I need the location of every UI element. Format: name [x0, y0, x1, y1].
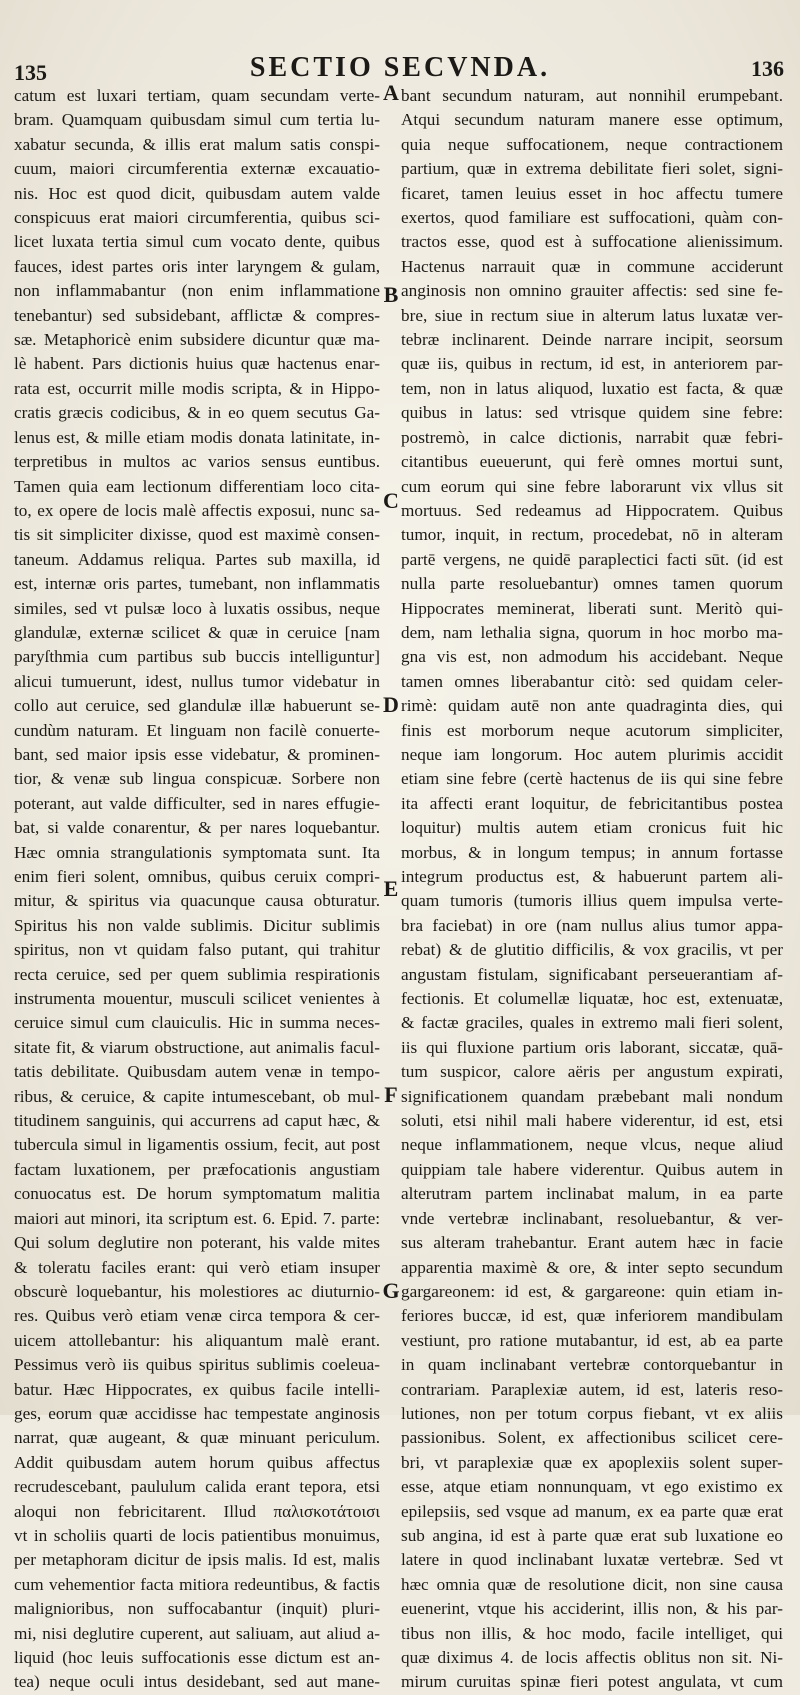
- text-line: ita affecti erant loquitur, de febricitantibus postea: [401, 793, 783, 813]
- text-line: postremò, in calce dictionis, narrabit quæ febri-: [401, 427, 783, 447]
- section-marker: F: [384, 1082, 398, 1107]
- text-line: iis qui fluxione partium oris laborant, siccatæ, quā-: [401, 1037, 783, 1057]
- running-title: SECTIO SECVNDA.: [249, 52, 551, 83]
- text-line: sæ. Metaphoricè enim subsidere dicuntur quæ ma-: [14, 330, 380, 350]
- text-line: bram. Quamquam quibusdam simul cum tertia lu-: [14, 110, 380, 130]
- text-line: quæ diximus 4. de locis affectis oblitus non sit. Ni-: [401, 1648, 783, 1667]
- left-column: [14, 84, 380, 1692]
- text-line: dem, nam lethalia signa, quorum in hoc morbo ma-: [401, 622, 783, 642]
- text-line: quibus in latus: sed vtrisque quidem sine febre:: [401, 403, 783, 423]
- text-line: collo aut ceruice, sed glandulæ illæ habuerunt se-: [14, 696, 380, 716]
- text-line: euenerint, vtque his acciderint, illis non, & his par-: [401, 1599, 783, 1619]
- text-line: sub angina, id est à parte quæ erat sub luxatione eo: [401, 1525, 783, 1545]
- text-line: tumor, inquit, in rectum, procedebat, nō in alteram: [401, 525, 783, 545]
- text-line: tebræ inclinarent. Deinde narrare incipit, seorsum: [401, 330, 783, 350]
- text-line: bre, siue in rectum siue in alterum latus luxatæ ver-: [401, 305, 783, 325]
- text-line: tubercula simul in ligamentis ossium, fecit, aut post: [14, 1135, 380, 1155]
- text-line: poterant, aut valde difficulter, sed in nares effugie-: [14, 793, 380, 813]
- text-line: to, ex opere de locis malè affectis exposui, nunc sa-: [14, 500, 380, 520]
- text-line: lenus est, & mille etiam modis donata latinitate, in-: [14, 427, 380, 447]
- text-line: Pessimus verò iis quibus spiritus sublimis coeleua-: [14, 1355, 380, 1375]
- text-line: neque iam longorum. Hoc autem plurimis accidit: [401, 744, 783, 764]
- text-line: cratis græcis codicibus, & in eo quem secutus Ga-: [14, 403, 380, 423]
- text-line: rebat) & de glutitio difficilis, & vox gracilis, vt per: [401, 940, 783, 960]
- text-line: licet luxata tertia simul cum vocato dente, quibus: [14, 232, 380, 252]
- text-line: bri, vt paraplexiæ quæ ex apoplexiis solent super-: [401, 1452, 783, 1472]
- text-line: partē vergens, ne quidē paraplectici facti sūt. (id est: [401, 549, 783, 569]
- text-line: maiori aut minori, ita scriptum est. 6. Epid. 7. parte:: [14, 1208, 380, 1228]
- text-line: cundùm naturam. Et linguam non facilè conuerte-: [14, 720, 380, 740]
- text-line: gna vis est, non admodum his accidebant. Neque: [401, 647, 783, 667]
- text-line: paryſthmia cum partibus sub buccis intelliguntur]: [14, 647, 380, 667]
- text-line: alicui tumuerunt, idest, nullus tumor videbatur in: [14, 671, 380, 691]
- text-line: quæ iis, quibus in rectum, id est, in anteriorem par-: [401, 354, 783, 374]
- text-line: morbus, & in longum tempus; in annum fortasse: [401, 842, 783, 862]
- text-line: bant secundum naturam, aut nonnihil erumpebant.: [401, 86, 783, 105]
- text-line: apparentia maximè & ore, & inter septo secundum: [401, 1257, 783, 1277]
- text-line: Spiritus his non valde sublimis. Dicitur sublimis: [14, 915, 380, 935]
- text-line: integrum productus est, & habuerunt partem ali-: [401, 867, 783, 886]
- text-line: Hæc omnia strangulationis symptomata sunt. Ita: [14, 842, 380, 862]
- section-marker: G: [382, 1278, 400, 1303]
- section-marker: D: [383, 692, 399, 717]
- text-line: gargareonem: id est, & gargareone: quin etiam in-: [401, 1281, 783, 1301]
- text-line: xabatur secunda, & illis erat malum satis conspi-: [14, 134, 380, 154]
- text-line: latere in quod inclinabant luxatæ vertebræ. Sed vt: [401, 1550, 783, 1570]
- text-line: tenebantur) sed subsidebant, afflictæ & compres-: [14, 305, 380, 325]
- text-line: Atqui secundum naturam manere esse optimum,: [401, 110, 783, 130]
- text-line: ficaret, tamen leuius esset in hoc affectu tumere: [401, 183, 783, 203]
- text-line: vestiunt, pro ratione mutabantur, id est, ab ea parte: [401, 1330, 783, 1350]
- text-line: cuum, maiori circumferentia externæ excauatio-: [14, 159, 380, 179]
- text-line: glandulæ, externæ scilicet & quæ in ceruice [nam: [14, 622, 380, 642]
- text-line: terpretibus in multos ac varios sensus euntibus.: [14, 452, 380, 472]
- text-line: fectionis. Et columellæ liquatæ, hoc est, extenuatæ,: [401, 989, 783, 1009]
- text-line: sus alteram trahebantur. Erant autem hæc in facie: [401, 1233, 783, 1253]
- text-line: similes, sed vt pulsæ loco à luxatis ossibus, neque: [14, 598, 380, 618]
- text-line: liquid (hoc leuis suffocationis esse dictum est an-: [14, 1648, 380, 1667]
- section-marker: E: [383, 876, 399, 901]
- text-line: mi, nisi deglutire cuperent, aut saliuam, aut aliud a-: [14, 1623, 380, 1643]
- text-line: finis est morborum neque acutorum simpliciter,: [401, 720, 783, 740]
- page-header: [0, 50, 800, 86]
- text-line: tibus non illis, & hoc modo, facile intelliget, qui: [401, 1623, 783, 1643]
- text-line: cum vehementior facta mitiora redeuntibus, & factis: [14, 1574, 380, 1594]
- text-line: Addit quibusdam autem horum quibus affectus: [14, 1452, 380, 1472]
- text-line: est, internæ oris partes, tumebant, non inflammatis: [14, 574, 380, 594]
- text-line: alterutram partem inclinabat malum, in ea parte: [401, 1184, 783, 1204]
- text-line: exertos, quod familiare est suffocationi, quàm con-: [401, 208, 783, 228]
- text-line: tior, & venæ sub lingua conspicuæ. Sorbere non: [14, 769, 380, 789]
- text-line: fauces, idest partes oris inter laryngem & gulam,: [14, 256, 380, 276]
- text-line: vnde vertebræ inclinabant, resoluebantur, & ver-: [401, 1208, 783, 1228]
- text-line: mitur, & spiritus via quacunque causa obturatur.: [14, 891, 380, 911]
- text-line: titudinem sanguinis, qui accurrens ad caput hæc, &: [14, 1111, 380, 1131]
- text-line: instrumenta mouentur, musculi scilicet venientes à: [14, 989, 380, 1009]
- text-line: sitate fit, & viarum obstructione, aut animalis facul-: [14, 1037, 380, 1057]
- text-line: ribus, & ceruice, & capite intumescebant, ob mul-: [14, 1086, 380, 1106]
- text-line: lutiones, non per totum corpus fiebant, vt ex aliis: [401, 1403, 783, 1423]
- text-line: uicem attollebantur: his aliquantum malè erant.: [14, 1330, 380, 1350]
- text-line: ceruice simul cum clauiculis. Hic in summa neces-: [14, 1013, 380, 1033]
- text-line: Hactenus narrauit quæ in commune acciderunt: [401, 256, 783, 276]
- text-line: & toleratu faciles erant: qui verò etiam insuper: [14, 1257, 380, 1277]
- text-line: vt in scholiis quarti de locis patientibus monuimus,: [14, 1525, 380, 1545]
- text-line: Qui solum deglutire non poterant, his valde mites: [14, 1233, 380, 1253]
- right-column: [401, 84, 783, 1692]
- text-line: soluti, etsi nihil mali habere viderentur, id est, etsi: [401, 1111, 783, 1131]
- page-number-left: 135: [14, 60, 47, 85]
- text-line: & factæ graciles, quales in extremo mali fieri solent,: [401, 1013, 783, 1033]
- text-line: malignioribus, non suffocabantur (inquit) pluri-: [14, 1599, 380, 1619]
- text-line: esse, atque etiam nonnunquam, vt ego existimo ex: [401, 1477, 783, 1497]
- text-line: catum est luxari tertiam, quam secundam verte-: [14, 86, 380, 105]
- text-line: enim fieri solent, omnibus, quibus ceruix compri-: [14, 867, 380, 886]
- page-number-right: 136: [751, 56, 784, 81]
- text-line: etiam sine febre (certè hactenus de iis qui sine febre: [401, 769, 783, 789]
- text-line: contrariam. Paraplexiæ autem, id est, lateris reso-: [401, 1379, 783, 1399]
- text-line: nis. Hoc est quod dicit, quibusdam autem valde: [14, 183, 380, 203]
- section-marker: B: [383, 282, 399, 307]
- text-line: tum suspicor, calore aëris per angustum expirati,: [401, 1062, 783, 1082]
- text-line: conspicuus erat maiori circumferentia, quibus sci-: [14, 208, 380, 228]
- section-marker: C: [383, 488, 399, 513]
- text-line: loquitur) multis autem etiam cronicus fuit hic: [401, 818, 783, 838]
- text-line: taneum. Addamus reliqua. Partes sub maxilla, id: [14, 549, 380, 569]
- text-line: aloqui non febricitarent. Illud παλισκοτάτοισι: [14, 1501, 380, 1521]
- text-line: citantibus eueuerunt, qui ferè omnes mortui sunt,: [401, 452, 783, 472]
- section-marker: A: [383, 80, 399, 105]
- text-line: epilepsiis, sed vsque ad manum, ex ea parte quæ erat: [401, 1501, 783, 1521]
- text-line: quia neque suffocationem, neque contractionem: [401, 134, 783, 154]
- text-line: recrudescebant, paululum calida erant tepora, etsi: [14, 1477, 380, 1497]
- text-line: obscurè loquebantur, his molestiores ac diuturnio-: [14, 1281, 380, 1301]
- text-line: Hippocrates meminerat, liberati sunt. Meritò qui-: [401, 598, 783, 618]
- text-line: bant, sed maior ipsis esse videbatur, & prominen-: [14, 744, 380, 764]
- text-line: recta ceruice, sed per quem sublimia respirationis: [14, 964, 380, 984]
- text-line: tamen omnes liberabantur citò: sed quidam celer-: [401, 671, 783, 691]
- text-line: batur. Hæc Hippocrates, ex quibus facile intelli-: [14, 1379, 380, 1399]
- text-line: nulla parte resoluebantur) omnes tamen quorum: [401, 574, 783, 594]
- text-line: hæc omnia quæ de resolutione dicit, non sine causa: [401, 1574, 783, 1594]
- text-line: per metaphoram dicitur de ipsis malis. Id est, malis: [14, 1550, 380, 1570]
- text-line: anginosis non omnino grauiter affectis: sed sine fe-: [401, 281, 783, 301]
- text-line: quam tumoris (tumoris illius quem impulsa verte-: [401, 891, 783, 911]
- text-line: passionibus. Solent, ex affectionibus scilicet cere-: [401, 1428, 783, 1448]
- text-line: narrat, quæ augeant, & quæ minuant periculum.: [14, 1428, 380, 1448]
- text-line: non inflammabantur (non enim inflammatione: [14, 281, 380, 301]
- text-line: tea) neque oculi intus desidebant, sed aut mane-: [14, 1672, 380, 1692]
- text-line: factam luxationem, per præfocationis angustiam: [14, 1159, 380, 1179]
- text-line: angustam fistulam, significabant perseuerantiam af-: [401, 964, 783, 984]
- text-line: tem, non in latus aliquod, luxatio est facta, & quæ: [401, 378, 783, 398]
- text-line: conuocatus est. De horum symptomatum malitia: [14, 1184, 380, 1204]
- text-line: spiritus, non vt quidam falso putant, qui trahitur: [14, 940, 380, 960]
- text-line: tractos esse, quod est à suffocatione alienissimum.: [401, 232, 783, 252]
- text-line: in quam inclinabant vertebræ contorquebantur in: [401, 1355, 783, 1375]
- text-line: rata est, occurrit mille modis scripta, & in Hippo-: [14, 378, 380, 398]
- text-line: neque inflammationem, neque vlcus, neque aliud: [401, 1135, 783, 1155]
- text-line: ges, eorum quæ accidisse hac tempestate anginosis: [14, 1403, 380, 1423]
- text-line: bra faciebat) in ore (nam nullus alius tumor appa-: [401, 915, 783, 935]
- text-line: quippiam tale habere viderentur. Quibus autem in: [401, 1159, 783, 1179]
- text-line: tatis debilitate. Quibusdam autem venæ in tempo-: [14, 1062, 380, 1082]
- text-line: lè habent. Pars dictionis huius quæ hactenus enar-: [14, 354, 380, 374]
- text-line: mirum curuitas spinæ fieri potest angulata, vt cum: [401, 1672, 783, 1692]
- text-line: partium, quæ in extrema debilitate fieri solet, signi-: [401, 159, 783, 179]
- text-line: res. Quibus verò etiam venæ circa tempora & cer-: [14, 1306, 380, 1326]
- text-line: mortuus. Sed redeamus ad Hippocratem. Quibus: [401, 500, 783, 520]
- text-line: bat, si valde conarentur, & per nares loquebantur.: [14, 818, 380, 838]
- text-line: rimè: quidam autē non ante quadraginta dies, qui: [401, 696, 783, 716]
- text-line: significationem quandam præbebant mali nondum: [401, 1086, 783, 1106]
- text-line: feriores buccæ, id est, quæ inferiorem mandibulam: [401, 1306, 783, 1326]
- text-line: cum eorum qui sine febre laborarunt vix vllus sit: [401, 476, 783, 496]
- text-line: Tamen quia eam lectionum differentiam loco cita-: [14, 476, 380, 496]
- text-line: tis sit simpliciter dixisse, quod est maximè consen-: [14, 525, 380, 545]
